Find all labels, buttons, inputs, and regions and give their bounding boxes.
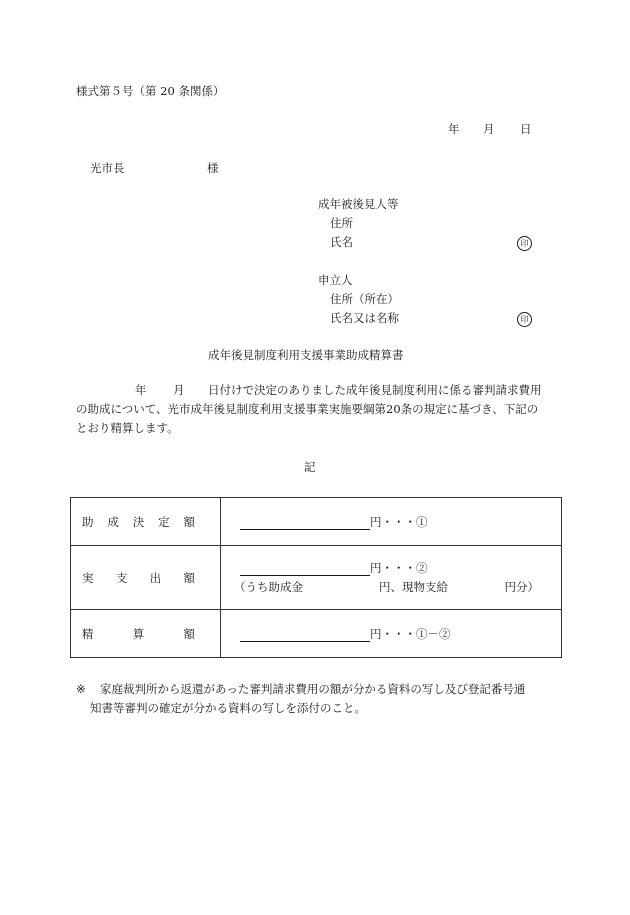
ward-seal-icon: 印: [517, 236, 532, 251]
table-row: [71, 498, 562, 546]
actual-expense-cell: [221, 546, 562, 610]
expense-breakdown: （うち助成金 円、現物支給 円分）: [234, 580, 539, 594]
body-line3: とおり精算します。: [76, 421, 179, 435]
actual-expense-suffix: 円・・・②: [370, 561, 428, 575]
actual-expense-label: 実 支 出 額: [71, 546, 221, 610]
settlement-table: [70, 497, 562, 658]
body-year: 年: [135, 383, 147, 397]
decided-amount-label: 助 成 決 定 額: [71, 498, 221, 546]
settlement-amount-cell: [221, 610, 562, 658]
addressee-honorific: 様: [207, 161, 219, 175]
actual-expense-field[interactable]: [240, 562, 370, 576]
date-day: 日: [520, 122, 532, 136]
decided-amount-field[interactable]: [240, 516, 370, 530]
settlement-amount-label: 精 算 額: [71, 610, 221, 658]
body-line1: 日付けで決定のありました成年後見制度利用に係る審判請求費用: [208, 383, 542, 397]
date-month: 月: [483, 122, 495, 136]
body-line2: の助成について、光市成年後見制度利用支援事業実施要綱第20条の規定に基づき、下記の: [76, 402, 539, 416]
ward-name-label: 氏名: [330, 235, 353, 249]
body-month: 月: [173, 383, 185, 397]
note-mark: ※: [76, 682, 86, 696]
decided-amount-cell: [221, 498, 562, 546]
ward-address-label: 住所: [330, 216, 353, 230]
decided-amount-suffix: 円・・・①: [370, 514, 428, 529]
note-line1: 家庭裁判所から返還があった審判請求費用の額が分かる資料の写し及び登記番号通: [100, 682, 526, 696]
form-number: 様式第５号（第 20 条関係）: [76, 84, 225, 98]
applicant-address-label: 住所（所在）: [330, 292, 399, 306]
addressee-name: 光市長: [90, 161, 125, 175]
applicant-seal-icon: 印: [517, 312, 532, 327]
ward-heading: 成年被後見人等: [318, 197, 399, 211]
date-year: 年: [448, 122, 460, 136]
table-row: [71, 610, 562, 658]
table-row: [71, 546, 562, 610]
document-title: 成年後見制度利用支援事業助成精算書: [208, 348, 404, 362]
applicant-heading: 申立人: [318, 273, 353, 287]
note-line2: 知書等審判の確定が分かる資料の写しを添付のこと。: [90, 701, 366, 715]
settlement-amount-suffix: 円・・・①－②: [370, 626, 451, 641]
settlement-amount-field[interactable]: [240, 628, 370, 642]
ki-heading: 記: [304, 460, 316, 474]
applicant-name-label: 氏名又は名称: [330, 311, 399, 325]
